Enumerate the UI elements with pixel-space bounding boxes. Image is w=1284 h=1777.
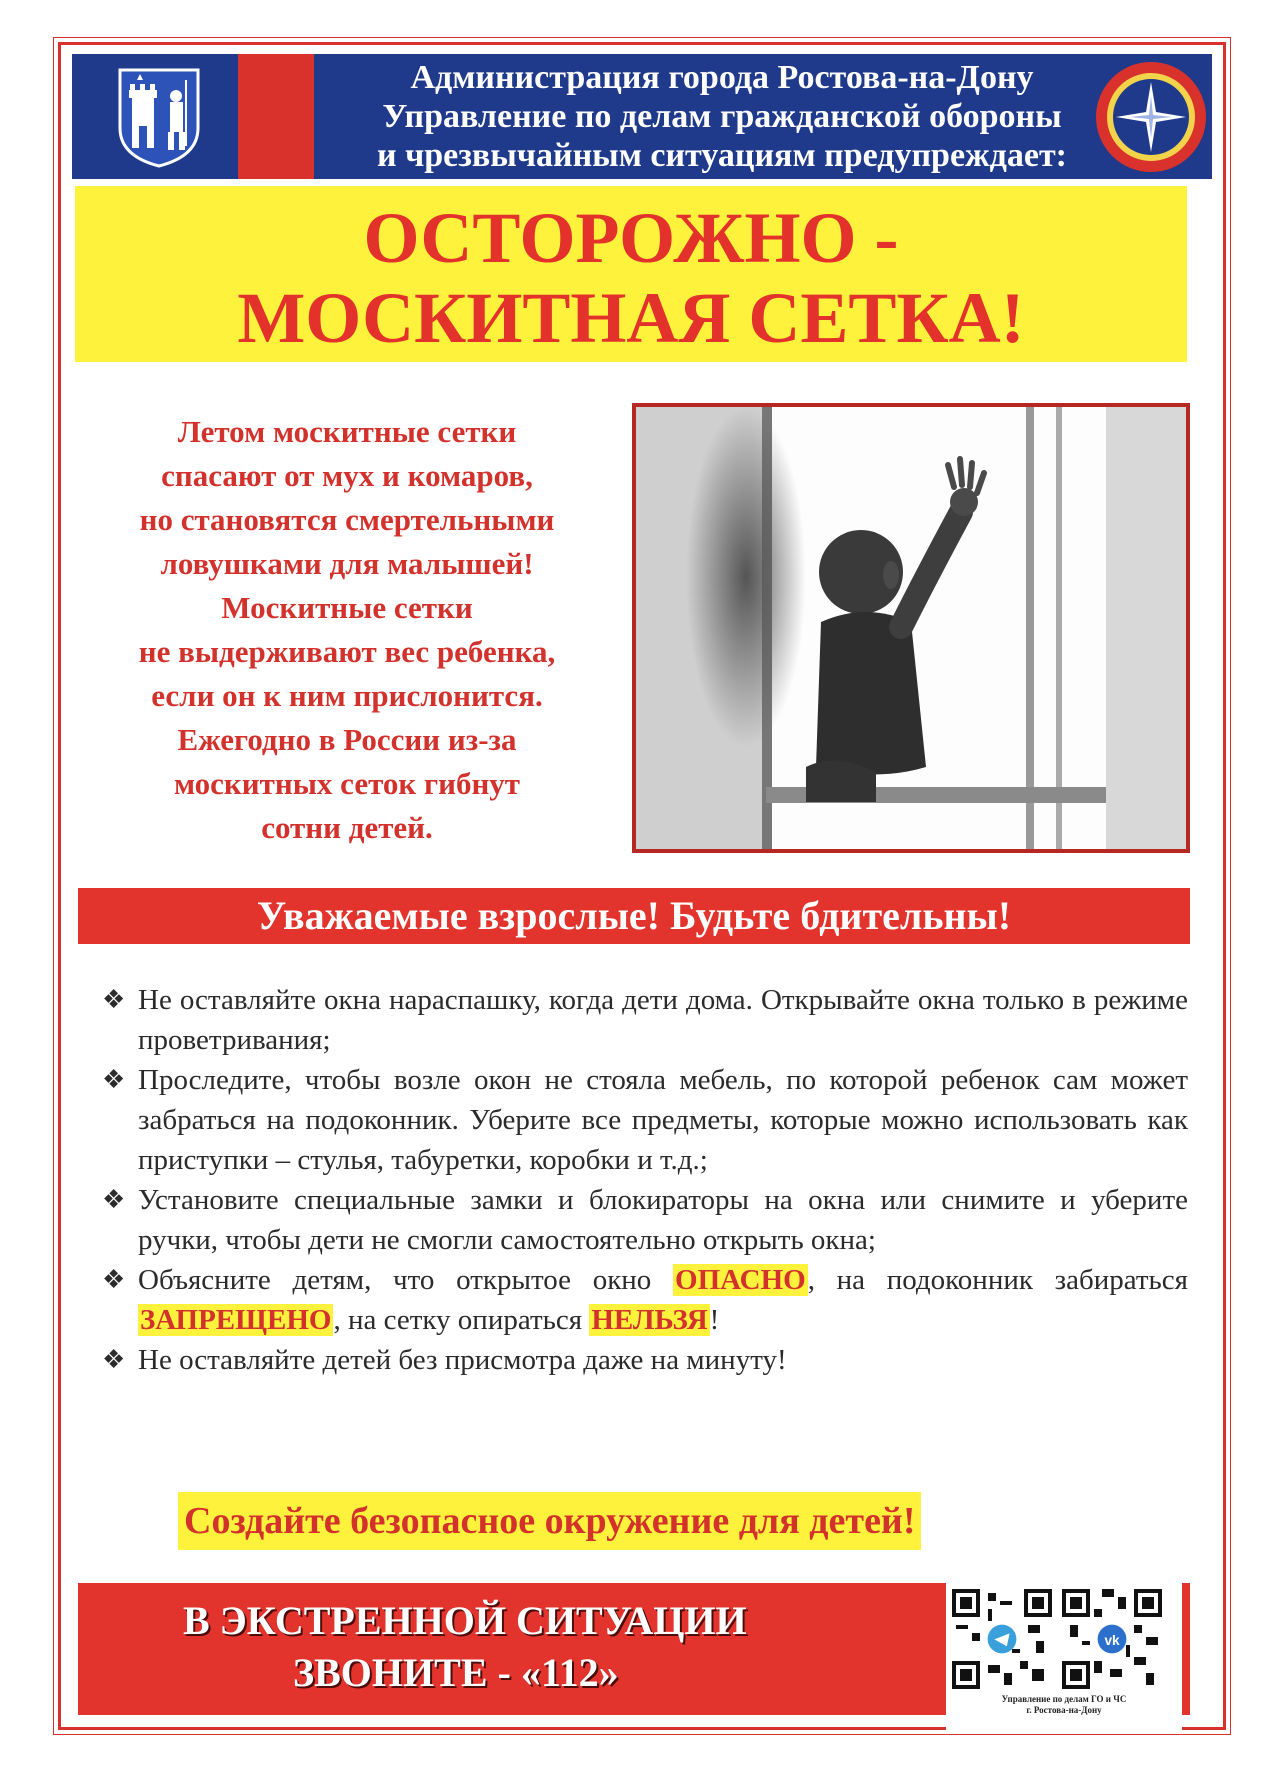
telegram-qr-code[interactable] xyxy=(952,1589,1052,1689)
intro-line: москитных сеток гибнут xyxy=(173,766,521,801)
list-item xyxy=(98,1340,1188,1380)
poster-title xyxy=(75,186,1187,358)
tip-text-part: , на подоконник забираться xyxy=(807,1264,1188,1296)
tips-list xyxy=(98,980,1188,1380)
emergency-line-1: В ЭКСТРЕННОЙ СИТУАЦИИ xyxy=(183,1598,747,1643)
qr-caption-line-2: г. Ростова-на-Дону xyxy=(1026,1705,1102,1715)
safe-environment-callout: Создайте безопасное окружение для детей! xyxy=(178,1492,921,1550)
emergency-line-2: ЗВОНИТЕ - «112» xyxy=(293,1650,619,1695)
diamond-bullet-icon: ❖ xyxy=(102,1185,126,1214)
diamond-bullet-icon: ❖ xyxy=(102,1345,126,1374)
attention-banner: Уважаемые взрослые! Будьте бдительны! xyxy=(78,888,1190,944)
header-banner xyxy=(72,54,1212,179)
intro-line: сотни детей. xyxy=(261,810,433,845)
intro-line: Москитные сетки xyxy=(221,590,473,625)
list-item xyxy=(98,1260,1188,1340)
diamond-bullet-icon: ❖ xyxy=(102,1265,126,1294)
highlight-forbidden: ЗАПРЕЩЕНО xyxy=(140,1304,332,1336)
intro-line: если он к ним прислонится. xyxy=(151,678,543,713)
title-line-2: МОСКИТНАЯ СЕТКА! xyxy=(237,278,1025,358)
diamond-bullet-icon: ❖ xyxy=(102,985,126,1014)
diamond-bullet-icon: ❖ xyxy=(102,1065,126,1094)
tip-text: Не оставляйте окна нараспашку, когда дети дома. Открывайте окна только в режиме проветривания; xyxy=(138,984,1188,1056)
list-item xyxy=(98,980,1188,1060)
tip-text: Не оставляйте детей без присмотра даже на минуту! xyxy=(138,1344,787,1376)
header-red-stripe xyxy=(238,54,314,179)
qr-caption-line-1: Управление по делам ГО и ЧС xyxy=(1001,1694,1127,1704)
tip-text-part: , на сетку опираться xyxy=(333,1304,590,1336)
header-line-2: Управление по делам гражданской обороны xyxy=(382,98,1062,135)
list-item xyxy=(98,1180,1188,1260)
city-crest-icon xyxy=(116,66,202,168)
child-at-window-photo xyxy=(632,403,1190,853)
tip-text-part: Объясните детям, что открытое окно xyxy=(138,1264,674,1296)
crest-panel xyxy=(72,54,238,179)
header-line-3: и чрезвычайным ситуациям предупреждает: xyxy=(376,137,1067,174)
tip-text xyxy=(138,1264,1188,1336)
emergency-text xyxy=(183,1595,747,1699)
vk-qr-code[interactable] xyxy=(1062,1589,1162,1689)
highlight-dangerous: ОПАСНО xyxy=(675,1264,806,1296)
intro-line: не выдерживают вес ребенка, xyxy=(138,634,556,669)
svg-text:vk: vk xyxy=(1104,1633,1120,1648)
intro-line: но становятся смертельными xyxy=(139,502,555,537)
title-band xyxy=(75,186,1187,362)
intro-line: Ежегодно в России из-за xyxy=(177,722,517,757)
highlight-not-allowed: НЕЛЬЗЯ xyxy=(591,1304,708,1336)
intro-line: спасают от мух и комаров, xyxy=(161,458,533,493)
qr-panel xyxy=(946,1583,1182,1730)
title-line-1: ОСТОРОЖНО - xyxy=(363,198,899,278)
tip-text: Установите специальные замки и блокираторы на окна или снимите и уберите ручки, чтобы дети не смогли самостоятельно открыть окна; xyxy=(138,1184,1188,1256)
intro-line: ловушками для малышей! xyxy=(160,546,534,581)
child-at-window-illustration xyxy=(636,407,1186,849)
civil-defense-emblem-icon xyxy=(1094,60,1208,174)
intro-line: Летом москитные сетки xyxy=(177,414,517,449)
qr-caption xyxy=(946,1694,1182,1716)
header-line-1: Администрация города Ростова-на-Дону xyxy=(410,59,1034,96)
tip-text: Проследите, чтобы возле окон не стояла мебель, по которой ребенок сам может забраться на подоконник. Уберите все предметы, которые можно использовать как приступки – стулья, табуретки, коробки и т.д.; xyxy=(138,1064,1188,1176)
header-text xyxy=(322,58,1122,175)
intro-text xyxy=(84,410,610,850)
tip-text-part: ! xyxy=(709,1304,720,1336)
list-item xyxy=(98,1060,1188,1180)
